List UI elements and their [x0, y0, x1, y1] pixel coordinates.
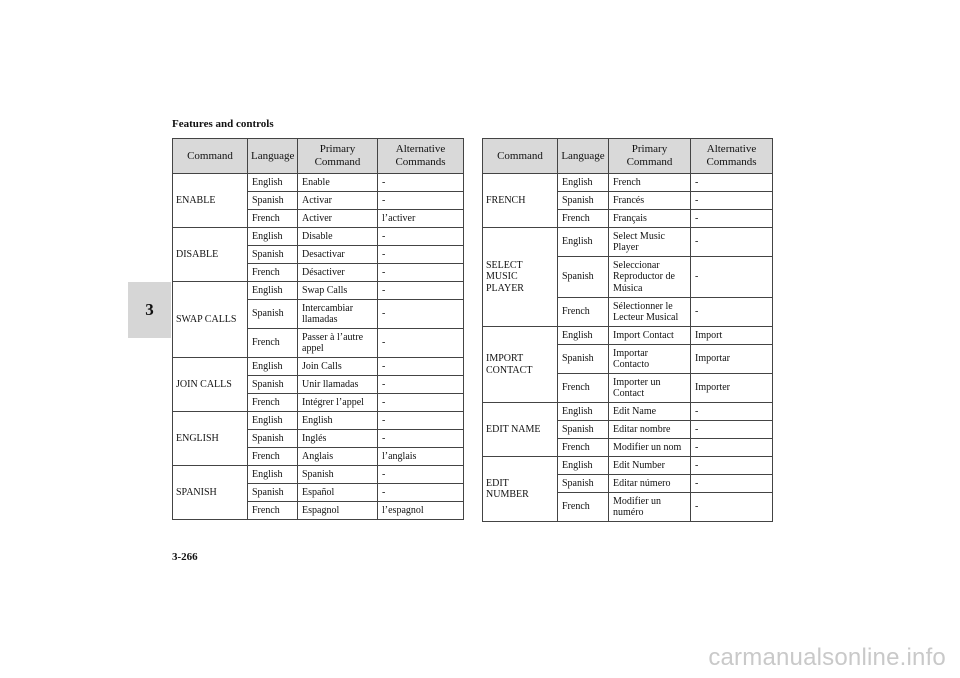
alternative-command-cell: - [691, 475, 773, 493]
table-body [483, 174, 773, 522]
primary-command-cell [298, 358, 378, 376]
alternative-command-cell: - [691, 298, 773, 327]
table-row [483, 174, 773, 192]
text-line: Intercambiar [302, 302, 354, 314]
alternative-command-cell: - [378, 192, 464, 210]
text-line: Swap Calls [302, 284, 348, 296]
language-cell: English [558, 327, 609, 345]
table-row [483, 327, 773, 345]
language-cell: Spanish [558, 475, 609, 493]
primary-command-cell [609, 257, 691, 298]
text-line: EDIT NAME [486, 423, 541, 435]
text-line: Seleccionar [613, 259, 660, 271]
primary-command-cell [298, 466, 378, 484]
text-line: Modifier un nom [613, 441, 682, 453]
text-line: numéro [613, 507, 644, 518]
primary-command-cell [609, 457, 691, 475]
primary-command-cell [298, 192, 378, 210]
text-line: Editar nombre [613, 423, 671, 435]
text-line: Français [613, 212, 647, 224]
header-language: Language [248, 139, 298, 174]
table-row [483, 403, 773, 421]
text-line: MUSIC [486, 271, 518, 283]
primary-command-cell [298, 282, 378, 300]
language-cell: French [248, 502, 298, 520]
text-line: Francés [613, 194, 645, 206]
header-primary-command: Primary Command [298, 139, 378, 174]
alternative-command-cell: - [691, 493, 773, 522]
text-line: Intégrer l’appel [302, 396, 364, 408]
primary-command-cell [298, 394, 378, 412]
text-line: Contacto [613, 359, 650, 370]
primary-command-cell [298, 210, 378, 228]
header-alternative-commands: Alternative Commands [378, 139, 464, 174]
table-row [173, 282, 464, 300]
header-language: Language [558, 139, 609, 174]
header-primary-command: Primary Command [609, 139, 691, 174]
text-line: Import Contact [613, 329, 674, 341]
text-line: Disable [302, 230, 333, 242]
alternative-command-cell: - [378, 412, 464, 430]
primary-command-cell [609, 345, 691, 374]
text-line: EDIT [486, 477, 509, 489]
primary-command-cell [298, 174, 378, 192]
text-line: Música [613, 282, 643, 294]
alternative-command-cell: - [691, 439, 773, 457]
language-cell: Spanish [248, 300, 298, 329]
alternative-command-cell: l’activer [378, 210, 464, 228]
language-cell: French [248, 210, 298, 228]
alternative-command-cell: - [691, 174, 773, 192]
text-line: DISABLE [176, 248, 219, 260]
language-cell: English [248, 412, 298, 430]
table-row [173, 358, 464, 376]
text-line: FRENCH [486, 194, 526, 206]
command-cell [173, 282, 248, 358]
language-cell: Spanish [558, 257, 609, 298]
text-line: Spanish [302, 468, 334, 480]
table-row [173, 228, 464, 246]
language-cell: Spanish [248, 430, 298, 448]
command-cell [173, 466, 248, 520]
primary-command-cell [298, 329, 378, 358]
language-cell: French [558, 210, 609, 228]
alternative-command-cell: - [378, 466, 464, 484]
primary-command-cell [298, 484, 378, 502]
alternative-command-cell: - [378, 484, 464, 502]
primary-command-cell [609, 374, 691, 403]
alternative-command-cell: - [378, 358, 464, 376]
language-cell: English [248, 466, 298, 484]
chapter-tab: 3 [128, 282, 171, 338]
header-command: Command [483, 139, 558, 174]
table-row [173, 174, 464, 192]
table-body [173, 174, 464, 520]
language-cell: Spanish [558, 192, 609, 210]
text-line: CONTACT [486, 364, 533, 376]
language-cell: English [248, 358, 298, 376]
primary-command-cell [298, 448, 378, 466]
command-cell [173, 412, 248, 466]
language-cell: Spanish [248, 246, 298, 264]
command-cell [173, 174, 248, 228]
language-cell: English [248, 174, 298, 192]
primary-command-cell [298, 376, 378, 394]
command-cell [483, 457, 558, 522]
language-cell: English [558, 457, 609, 475]
text-line: Sélectionner le [613, 300, 673, 312]
text-line: Select Music [613, 230, 665, 242]
alternative-command-cell: Importer [691, 374, 773, 403]
primary-command-cell [609, 403, 691, 421]
text-line: Player [613, 242, 639, 253]
primary-command-cell [609, 174, 691, 192]
primary-command-cell [609, 493, 691, 522]
language-cell: English [558, 403, 609, 421]
language-cell: French [558, 374, 609, 403]
table-row [483, 457, 773, 475]
primary-command-cell [609, 475, 691, 493]
alternative-command-cell: Import [691, 327, 773, 345]
text-line: Activar [302, 194, 332, 206]
text-line: Contact [613, 388, 645, 399]
alternative-command-cell: - [691, 403, 773, 421]
alternative-command-cell: - [378, 300, 464, 329]
page-number: 3-266 [172, 551, 198, 563]
primary-command-cell [609, 439, 691, 457]
language-cell: French [558, 298, 609, 327]
language-cell: French [248, 448, 298, 466]
table-row [173, 466, 464, 484]
primary-command-cell [609, 228, 691, 257]
alternative-command-cell: - [378, 376, 464, 394]
primary-command-cell [609, 210, 691, 228]
text-line: Passer à l’autre [302, 331, 364, 343]
text-line: Désactiver [302, 266, 345, 278]
language-cell: Spanish [558, 345, 609, 374]
language-cell: Spanish [248, 192, 298, 210]
text-line: Editar número [613, 477, 671, 489]
primary-command-cell [298, 502, 378, 520]
language-cell: French [248, 394, 298, 412]
alternative-command-cell: - [378, 394, 464, 412]
text-line: Inglés [302, 432, 327, 444]
watermark: carmanualsonline.info [708, 644, 946, 671]
primary-command-cell [298, 264, 378, 282]
command-cell [483, 327, 558, 403]
alternative-command-cell: - [378, 264, 464, 282]
alternative-command-cell: - [691, 210, 773, 228]
language-cell: French [558, 493, 609, 522]
text-line: Espagnol [302, 504, 340, 516]
text-line: NUMBER [486, 489, 529, 500]
text-line: ENABLE [176, 194, 216, 206]
text-line: Edit Number [613, 459, 665, 471]
text-line: Join Calls [302, 360, 342, 372]
alternative-command-cell: - [378, 246, 464, 264]
alternative-command-cell: Importar [691, 345, 773, 374]
language-cell: English [248, 228, 298, 246]
text-line: llamadas [302, 314, 338, 325]
alternative-command-cell: - [378, 430, 464, 448]
command-cell [483, 403, 558, 457]
alternative-command-cell: - [691, 421, 773, 439]
header-alternative-commands: Alternative Commands [691, 139, 773, 174]
text-line: SELECT [486, 259, 523, 271]
text-line: Enable [302, 176, 330, 188]
primary-command-cell [298, 412, 378, 430]
primary-command-cell [609, 298, 691, 327]
alternative-command-cell: - [378, 329, 464, 358]
text-line: Activer [302, 212, 332, 224]
text-line: SPANISH [176, 486, 217, 498]
command-cell [483, 228, 558, 327]
language-cell: French [248, 264, 298, 282]
section-title: Features and controls [172, 118, 274, 130]
text-line: JOIN CALLS [176, 378, 232, 390]
voice-commands-table-right [482, 138, 773, 522]
table-row [173, 412, 464, 430]
language-cell: English [558, 228, 609, 257]
primary-command-cell [609, 421, 691, 439]
language-cell: French [248, 329, 298, 358]
command-cell [173, 228, 248, 282]
primary-command-cell [609, 327, 691, 345]
text-line: Importer un [613, 376, 661, 388]
alternative-command-cell: - [378, 174, 464, 192]
text-line: PLAYER [486, 282, 524, 294]
alternative-command-cell: - [691, 228, 773, 257]
primary-command-cell [298, 430, 378, 448]
text-line: Modifier un [613, 495, 662, 507]
language-cell: English [248, 282, 298, 300]
text-line: Desactivar [302, 248, 345, 260]
voice-commands-table-left [172, 138, 464, 520]
text-line: Lecteur Musical [613, 312, 679, 323]
language-cell: French [558, 439, 609, 457]
primary-command-cell [298, 246, 378, 264]
language-cell: English [558, 174, 609, 192]
alternative-command-cell: - [691, 192, 773, 210]
alternative-command-cell: - [691, 257, 773, 298]
primary-command-cell [609, 192, 691, 210]
text-line: Reproductor de [613, 271, 675, 283]
text-line: ENGLISH [176, 432, 219, 444]
text-line: Importar [613, 347, 648, 359]
alternative-command-cell: - [378, 228, 464, 246]
text-line: Anglais [302, 450, 334, 462]
command-cell [173, 358, 248, 412]
text-line: IMPORT [486, 353, 524, 364]
text-line: appel [302, 343, 324, 354]
alternative-command-cell: l’anglais [378, 448, 464, 466]
primary-command-cell [298, 300, 378, 329]
language-cell: Spanish [248, 376, 298, 394]
text-line: French [613, 176, 641, 188]
text-line: Español [302, 486, 335, 498]
table-row [483, 228, 773, 257]
language-cell: Spanish [248, 484, 298, 502]
header-command: Command [173, 139, 248, 174]
text-line: SWAP CALLS [176, 313, 237, 325]
command-cell [483, 174, 558, 228]
primary-command-cell [298, 228, 378, 246]
text-line: English [302, 414, 333, 426]
alternative-command-cell: - [378, 282, 464, 300]
alternative-command-cell: l’espagnol [378, 502, 464, 520]
text-line: Edit Name [613, 405, 657, 417]
alternative-command-cell: - [691, 457, 773, 475]
language-cell: Spanish [558, 421, 609, 439]
text-line: Unir llamadas [302, 378, 359, 390]
